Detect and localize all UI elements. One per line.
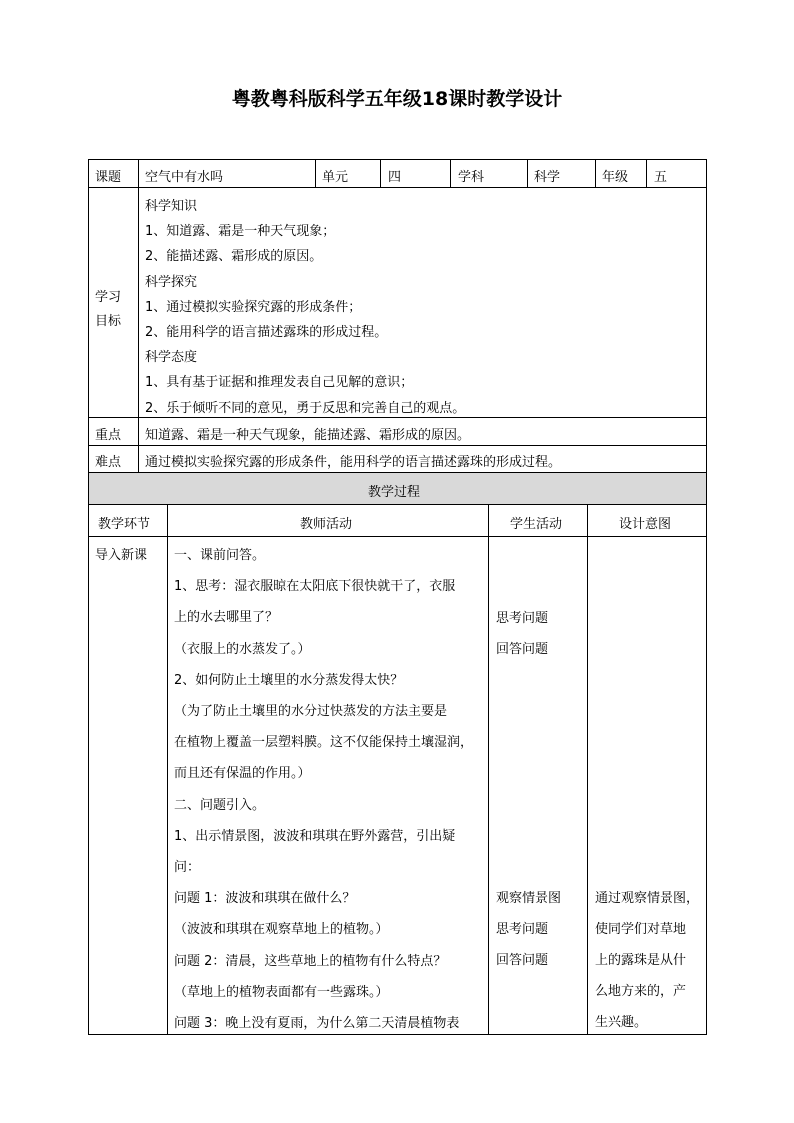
goal-line: 1、知道露、霜是一种天气现象； xyxy=(145,224,336,240)
intent-line: 么地方来的，产 xyxy=(595,984,687,999)
col-header-stage: 教学环节 xyxy=(98,517,151,532)
topic-value: 空气中有水吗 xyxy=(145,170,224,185)
intent-line: 通过观察情景图， xyxy=(595,891,700,906)
goal-line: 科学探究 xyxy=(145,274,198,290)
table-rule xyxy=(88,187,707,188)
teacher-line: （草地上的植物表面都有一些露珠。） xyxy=(174,984,389,1000)
column-divider xyxy=(527,159,528,188)
table-border-bottom xyxy=(88,1034,707,1035)
subject-value: 科学 xyxy=(534,170,561,185)
student-line: 回答问题 xyxy=(496,642,549,657)
column-divider xyxy=(315,159,316,188)
table-border-left xyxy=(88,159,89,1035)
teacher-line: 二、问题引入。 xyxy=(174,797,266,813)
goal-line: 2、能用科学的语言描述露珠的形成过程。 xyxy=(145,325,388,340)
unit-value: 四 xyxy=(388,170,402,185)
unit-label: 单元 xyxy=(322,170,349,185)
teacher-line: （为了防止土壤里的水分过快蒸发的方法主要是 xyxy=(174,704,448,719)
column-divider xyxy=(450,159,451,188)
teacher-line: 在植物上覆盖一层塑料膜。这不仅能保持土壤湿润， xyxy=(174,735,474,751)
table-rule xyxy=(88,445,707,446)
student-line: 回答问题 xyxy=(496,953,549,968)
key-point-label: 重点 xyxy=(95,428,122,443)
table-rule xyxy=(88,472,707,473)
goal-line: 2、乐于倾听不同的意见，勇于反思和完善自己的观点。 xyxy=(145,400,466,416)
goals-label-line1: 学习 xyxy=(95,290,122,305)
teacher-line: 问题 3：晚上没有夏雨，为什么第二天清晨植物表 xyxy=(174,1016,460,1031)
col-header-teacher: 教师活动 xyxy=(300,517,353,532)
column-divider xyxy=(167,504,168,1035)
topic-label: 课题 xyxy=(95,170,122,185)
intent-line: 使同学们对草地 xyxy=(595,922,687,937)
teacher-line: 上的水去哪里了？ xyxy=(174,610,279,626)
student-line: 观察情景图 xyxy=(496,891,562,906)
column-divider xyxy=(587,504,588,1035)
student-line: 思考问题 xyxy=(496,922,549,937)
goal-line: 1、通过模拟实验探究露的形成条件； xyxy=(145,299,362,315)
teacher-line: （波波和琪琪在观察草地上的植物。） xyxy=(174,922,389,938)
col-header-student: 学生活动 xyxy=(510,517,563,532)
teacher-line: 一、课前问答。 xyxy=(174,548,266,563)
teacher-line: 1、思考：湿衣服晾在太阳底下很快就干了，衣服 xyxy=(174,579,456,595)
grade-label: 年级 xyxy=(602,170,629,185)
document-title: 粤教粤科版科学五年级18课时教学设计 xyxy=(231,88,563,110)
process-header: 教学过程 xyxy=(368,485,421,500)
stage-label: 导入新课 xyxy=(95,548,148,563)
goals-label-line2: 目标 xyxy=(95,314,122,329)
table-border-top xyxy=(88,159,707,160)
teacher-line: 问题 1：波波和琪琪在做什么？ xyxy=(174,891,356,907)
subject-label: 学科 xyxy=(458,170,485,185)
table-rule xyxy=(88,417,707,418)
intent-line: 生兴趣。 xyxy=(595,1015,648,1030)
column-divider xyxy=(138,159,139,473)
grade-value: 五 xyxy=(654,170,668,185)
teacher-line: 问： xyxy=(174,860,201,875)
table-rule xyxy=(88,504,707,505)
goal-line: 科学态度 xyxy=(145,350,198,366)
teacher-line: 而且还有保温的作用。） xyxy=(174,766,311,782)
student-line: 思考问题 xyxy=(496,611,549,626)
column-divider xyxy=(488,504,489,1035)
table-border-right xyxy=(706,159,707,1035)
teacher-line: 1、出示情景图，波波和琪琪在野外露营，引出疑 xyxy=(174,828,456,844)
key-point-text: 知道露、霜是一种天气现象，能描述露、霜形成的原因。 xyxy=(145,428,471,443)
column-divider xyxy=(595,159,596,188)
column-divider xyxy=(646,159,647,188)
goal-line: 2、能描述露、霜形成的原因。 xyxy=(145,249,323,265)
difficulty-label: 难点 xyxy=(95,455,122,470)
teacher-line: 问题 2：清晨，这些草地上的植物有什么特点？ xyxy=(174,953,447,969)
goal-line: 科学知识 xyxy=(145,199,198,214)
teacher-line: 2、如何防止土壤里的水分蒸发得太快？ xyxy=(174,672,404,688)
difficulty-text: 通过模拟实验探究露的形成条件，能用科学的语言描述露珠的形成过程。 xyxy=(145,455,562,470)
col-header-intent: 设计意图 xyxy=(619,517,672,532)
teacher-line: （衣服上的水蒸发了。） xyxy=(174,641,311,657)
goal-line: 1、具有基于证据和推理发表自己见解的意识； xyxy=(145,375,414,391)
intent-line: 上的露珠是从什 xyxy=(595,953,687,968)
column-divider xyxy=(380,159,381,188)
table-rule xyxy=(88,536,707,537)
